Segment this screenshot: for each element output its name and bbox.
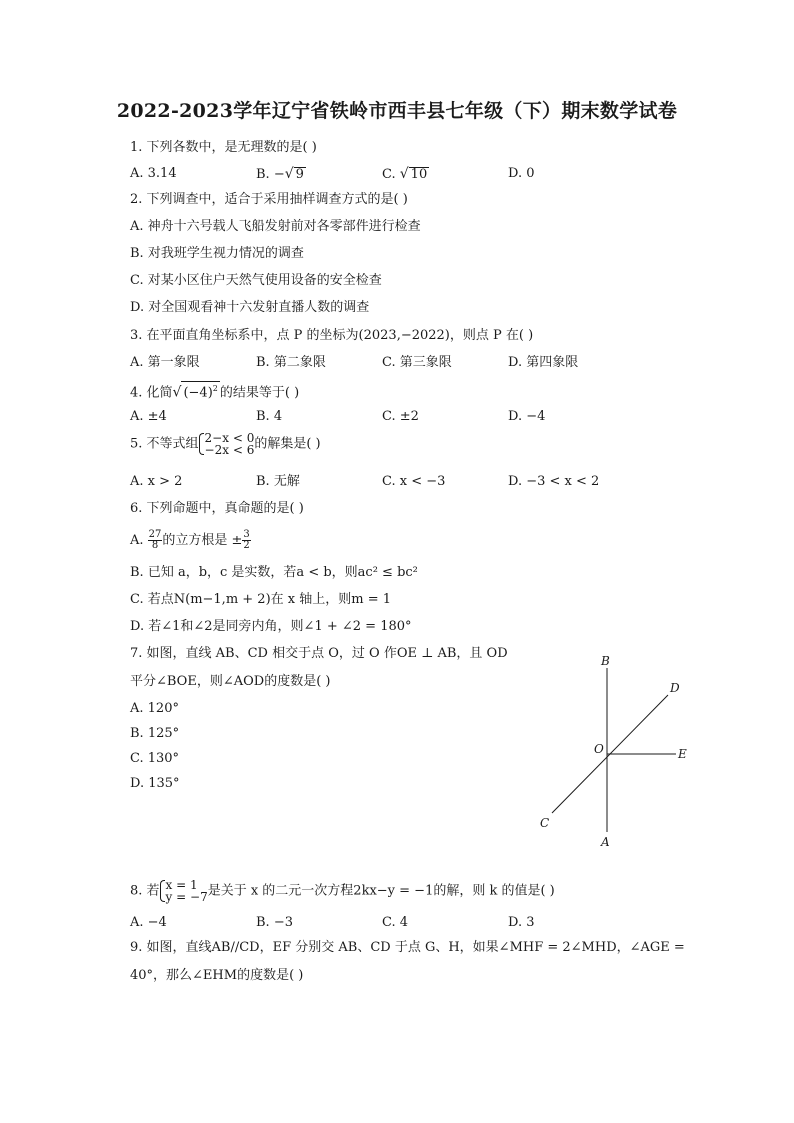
fraction: $\frac{27}{8}$ [148,529,162,551]
label-o: O [594,742,604,756]
option-b: B. −3 [256,915,293,930]
fraction: $\frac{3}{2}$ [243,529,250,551]
question-1-stem: 1. 下列各数中，是无理数的是( ) [130,140,317,155]
geometry-figure [530,650,700,855]
option-c: C. 若点N(m−1,m + 2)在 x 轴上，则m = 1 [130,592,391,607]
option-a: A. $\frac{27}{8}$ 的立方根是 ± $\frac{3}{2}$ [130,529,250,551]
option-d: D. 第四象限 [508,355,579,370]
question-9-stem: 9. 如图，直线AB//CD，EF 分别交 AB、CD 于点 G、H，如果∠MHF = 2∠MHD，∠AGE = [130,940,685,955]
option-d: D. 135° [130,776,180,791]
option-c: C. 130° [130,751,180,766]
option-c: C. √ 10 [382,166,428,182]
option-c: C. x < −3 [382,474,446,489]
question-8-stem: 8. 若 x = 1 y = −7 是关于 x 的二元一次方程2kx−y = −1的解，则 k 的值是( ) [130,878,555,904]
question-7-stem: 7. 如图，直线 AB、CD 相交于点 O，过 O 作OE ⊥ AB，且 OD [130,646,508,661]
option-a: A. x > 2 [130,474,183,489]
equation-system: x = 1 y = −7 [160,879,208,903]
option-a: A. −4 [130,915,167,930]
option-b: B. 4 [256,409,283,424]
label-a: A [601,835,610,849]
label-b: B [601,654,610,668]
question-9-stem-cont: 40°，那么∠EHM的度数是( ) [130,968,304,983]
label-e: E [678,747,687,761]
option-a: A. 3.14 [130,166,177,181]
label-d: D [670,681,680,695]
option-a: A. 第一象限 [130,355,200,370]
option-d: D. −4 [508,409,546,424]
option-a: A. ±4 [130,409,167,424]
option-d: D. 对全国观看神十六发射直播人数的调查 [130,300,370,315]
question-5-stem: 5. 不等式组 2−x < 0 −2x < 6 的解集是( ) [130,431,321,457]
option-c: C. 对某小区住户天然气使用设备的安全检查 [130,273,382,288]
option-d: D. 0 [508,166,535,181]
option-a: A. 120° [130,701,179,716]
option-a: A. 神舟十六号载人飞船发射前对各零部件进行检查 [130,219,421,234]
option-d: D. −3 < x < 2 [508,474,600,489]
option-b: B. 对我班学生视力情况的调查 [130,246,304,261]
option-b: B. 第二象限 [256,355,326,370]
option-b: B. 125° [130,726,180,741]
label-c: C [540,816,550,830]
question-4-stem: 4. 化简√ $(-4)^2$ 的结果等于( ) [130,381,299,402]
option-c: C. 第三象限 [382,355,452,370]
page-title: 2022-2023学年辽宁省铁岭市西丰县七年级（下）期末数学试卷 [116,100,678,122]
option-b: B. 无解 [256,474,300,489]
option-b: B. −√ 9 [256,166,304,182]
inequality-system: 2−x < 0 −2x < 6 [199,432,255,456]
option-d: D. 若∠1和∠2是同旁内角，则∠1 + ∠2 = 180° [130,619,412,634]
question-7-stem-cont: 平分∠BOE，则∠AOD的度数是( ) [130,674,331,689]
question-3-stem: 3. 在平面直角坐标系中，点 P 的坐标为(2023,−2022)，则点 P 在( ) [130,328,534,343]
option-d: D. 3 [508,915,535,930]
option-b: B. 已知 a，b，c 是实数，若a < b，则ac² ≤ bc² [130,565,418,580]
option-c: C. 4 [382,915,409,930]
question-2-stem: 2. 下列调查中，适合于采用抽样调查方式的是( ) [130,192,408,207]
option-c: C. ±2 [382,409,419,424]
question-6-stem: 6. 下列命题中，真命题的是( ) [130,501,304,516]
